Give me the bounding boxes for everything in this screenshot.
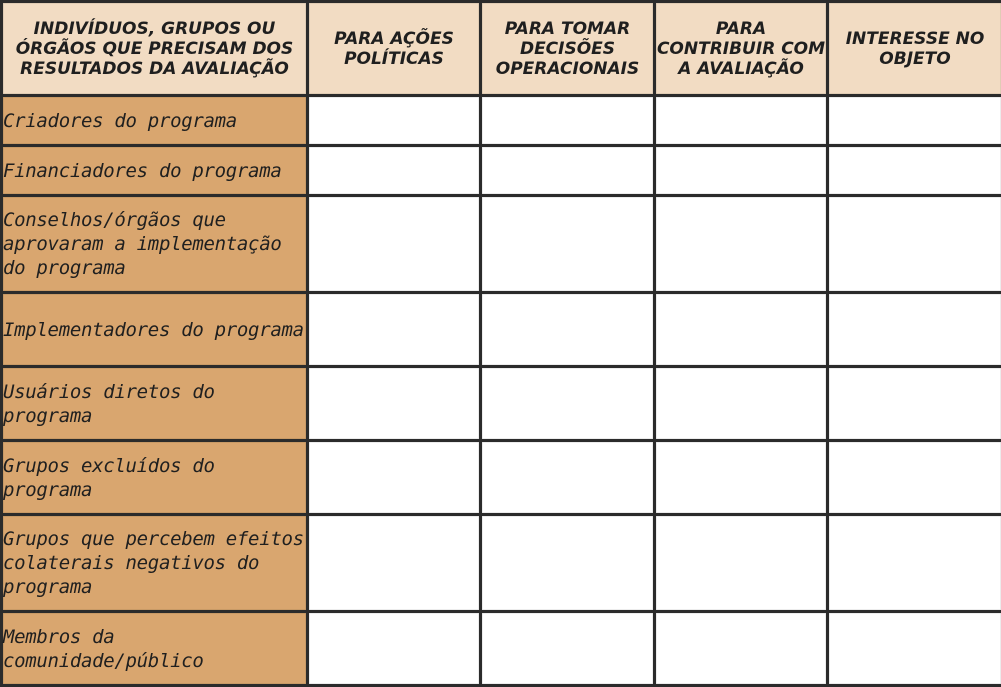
row-label: Implementadores do programa	[2, 293, 308, 367]
column-header-interest-object: INTERESSE NO OBJETO	[828, 2, 1001, 96]
table-cell[interactable]	[308, 441, 481, 515]
table-cell[interactable]	[828, 196, 1001, 293]
table-cell[interactable]	[828, 441, 1001, 515]
table-cell[interactable]	[308, 293, 481, 367]
table-cell[interactable]	[481, 515, 655, 612]
table-row	[2, 515, 1001, 612]
table-cell[interactable]	[655, 293, 828, 367]
row-label: Membros da comunidade/público	[2, 612, 308, 686]
table-cell[interactable]	[828, 293, 1001, 367]
table-cell[interactable]	[655, 196, 828, 293]
column-header-political-actions: PARA AÇÕES POLÍTICAS	[308, 2, 481, 96]
table-cell[interactable]	[481, 612, 655, 686]
table-cell[interactable]	[308, 515, 481, 612]
table-cell[interactable]	[828, 96, 1001, 146]
table-row	[2, 441, 1001, 515]
table-row	[2, 96, 1001, 146]
table-row	[2, 146, 1001, 196]
table-row	[2, 293, 1001, 367]
table-cell[interactable]	[481, 196, 655, 293]
table-cell[interactable]	[828, 515, 1001, 612]
table-cell[interactable]	[481, 367, 655, 441]
row-label: Grupos que percebem efeitos colaterais negativos do programa	[2, 515, 308, 612]
table-cell[interactable]	[481, 96, 655, 146]
table-cell[interactable]	[308, 367, 481, 441]
table-cell[interactable]	[655, 146, 828, 196]
row-label: Grupos excluídos do programa	[2, 441, 308, 515]
table-cell[interactable]	[481, 146, 655, 196]
table-cell[interactable]	[481, 293, 655, 367]
header-row	[2, 2, 1001, 96]
table-cell[interactable]	[655, 612, 828, 686]
table-cell[interactable]	[308, 612, 481, 686]
table-cell[interactable]	[828, 146, 1001, 196]
table-cell[interactable]	[655, 96, 828, 146]
table-cell[interactable]	[655, 367, 828, 441]
row-label: Conselhos/órgãos que aprovaram a implementação do programa	[2, 196, 308, 293]
table-row	[2, 367, 1001, 441]
table-cell[interactable]	[481, 441, 655, 515]
column-header-contribute-evaluation: PARA CONTRIBUIR COM A AVALIAÇÃO	[655, 2, 828, 96]
column-header-stakeholders: INDIVÍDUOS, GRUPOS OU ÓRGÃOS QUE PRECISAM DOS RESULTADOS DA AVALIAÇÃO	[2, 2, 308, 96]
column-header-operational-decisions: PARA TOMAR DECISÕES OPERACIONAIS	[481, 2, 655, 96]
table-cell[interactable]	[308, 96, 481, 146]
table-cell[interactable]	[828, 367, 1001, 441]
row-label: Financiadores do programa	[2, 146, 308, 196]
table-cell[interactable]	[308, 196, 481, 293]
table-cell[interactable]	[828, 612, 1001, 686]
row-label: Criadores do programa	[2, 96, 308, 146]
table-row	[2, 196, 1001, 293]
table-cell[interactable]	[655, 441, 828, 515]
table-cell[interactable]	[655, 515, 828, 612]
row-label: Usuários diretos do programa	[2, 367, 308, 441]
table-cell[interactable]	[308, 146, 481, 196]
table-row	[2, 612, 1001, 686]
